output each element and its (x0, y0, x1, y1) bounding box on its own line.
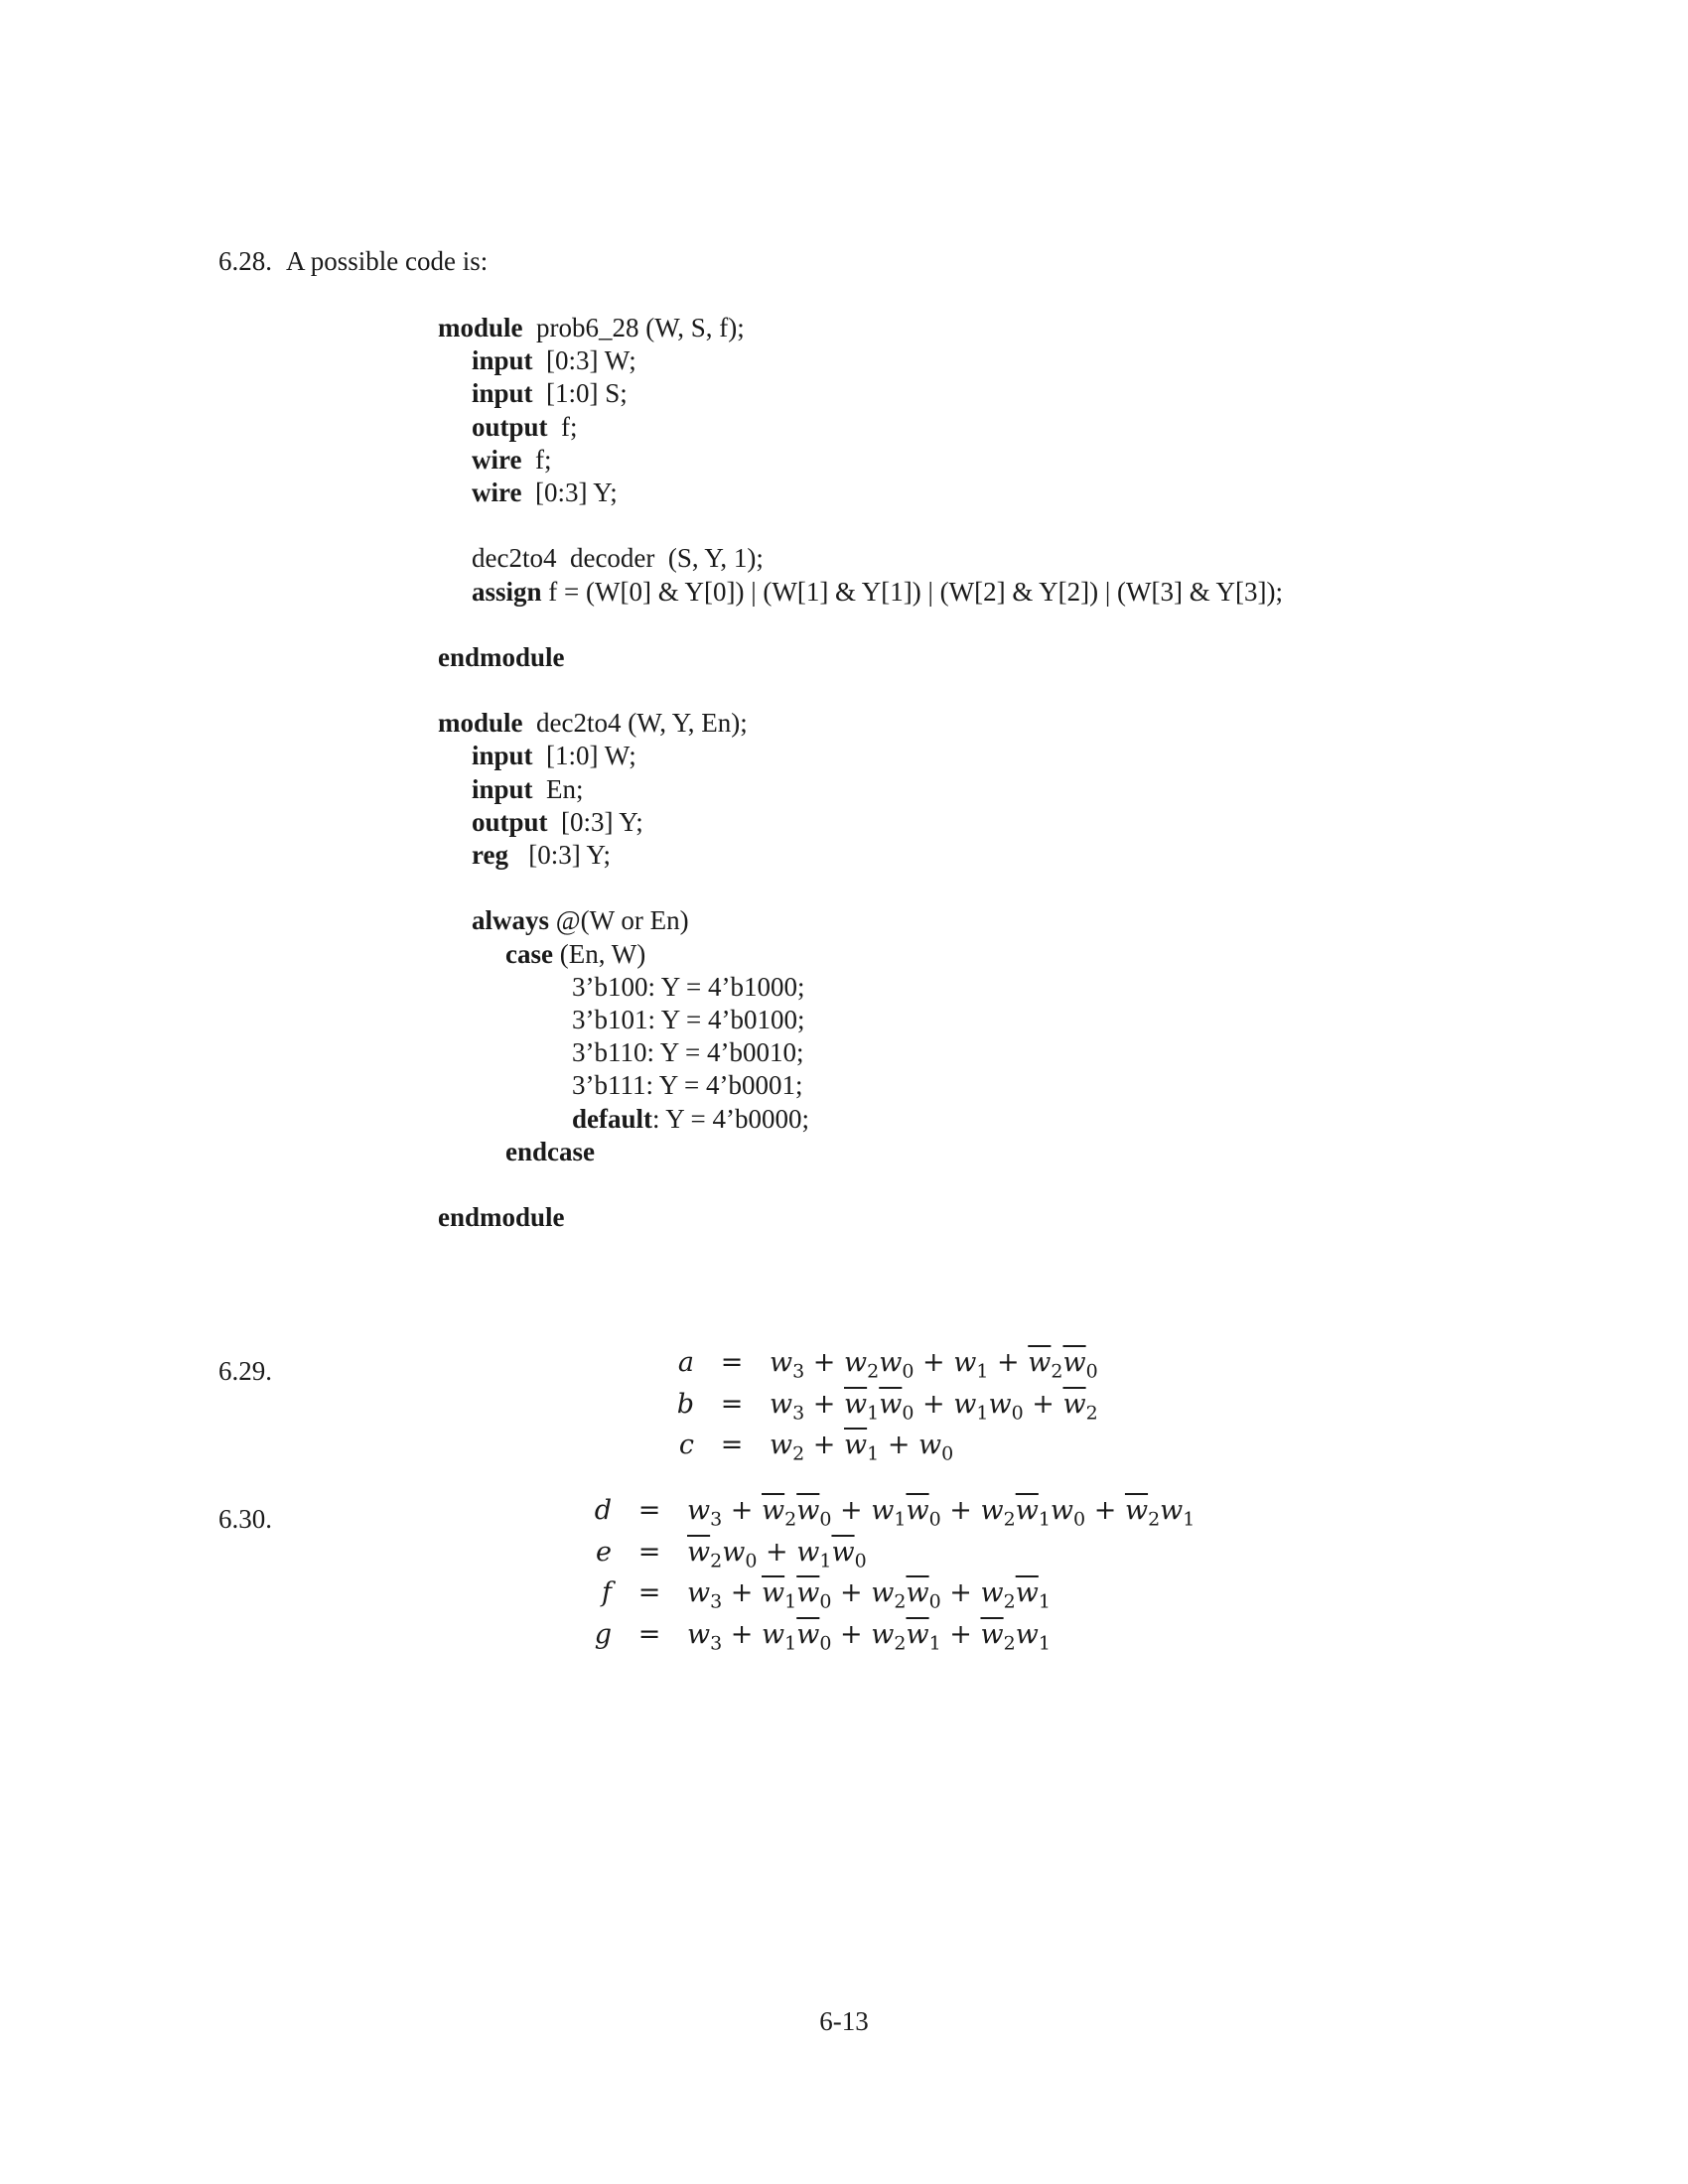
equals-sign: = (720, 1347, 744, 1378)
problem-629-number: 6.29. (218, 1356, 272, 1386)
code-line (438, 377, 1283, 410)
code-keyword: endcase (505, 1136, 595, 1166)
complemented-variable: $\overline{w}_0$ (796, 1577, 832, 1613)
plus-sign: + (940, 1495, 981, 1526)
equation-lhs: b (676, 1388, 694, 1420)
variable: $w_2$ (871, 1577, 907, 1613)
code-text: @(W or En) (549, 905, 689, 936)
plus-sign: + (722, 1618, 763, 1650)
equals-sign: = (637, 1536, 661, 1568)
variable: $w_3$ (770, 1347, 805, 1383)
code-blank-line (438, 609, 1283, 641)
complemented-variable: $\overline{w}_0$ (831, 1536, 867, 1571)
code-text: 3’b110: Y = 4’b0010; (572, 1037, 804, 1068)
plus-sign: + (831, 1618, 872, 1650)
code-line (438, 971, 1283, 1004)
complemented-variable: $\overline{w}_0$ (879, 1388, 914, 1424)
code-keyword: endmodule (438, 1202, 565, 1233)
plus-sign: + (940, 1618, 981, 1650)
equation-lhs: a (677, 1347, 694, 1378)
code-line (438, 1004, 1283, 1036)
code-keyword: assign (472, 576, 542, 607)
plus-sign: + (722, 1577, 763, 1608)
problem-628-heading (218, 244, 488, 278)
equation-row (580, 1537, 1195, 1578)
complemented-variable: $\overline{w}_2$ (1062, 1388, 1098, 1424)
equation-rhs (770, 1388, 1098, 1424)
page-number: 6-13 (819, 2006, 869, 2036)
variable: $w_1$ (953, 1347, 989, 1383)
equation-row (580, 1577, 1195, 1619)
code-line (438, 938, 1283, 971)
problem-629-equations (662, 1347, 1098, 1471)
code-text: [1:0] S; (532, 378, 628, 409)
code-text: f; (521, 444, 552, 475)
code-keyword: case (505, 938, 553, 969)
code-text: prob6_28 (W, S, f); (522, 313, 745, 342)
code-line (438, 344, 1283, 377)
code-keyword: output (472, 806, 548, 837)
plus-sign: + (879, 1430, 919, 1460)
variable: $w_1$ (796, 1536, 832, 1571)
complemented-variable: $\overline{w}_0$ (906, 1577, 941, 1613)
equation-lhs: g (594, 1618, 612, 1650)
variable: $w_1$ (953, 1388, 989, 1424)
plus-sign: + (804, 1347, 845, 1378)
code-line (438, 904, 1283, 937)
code-line (438, 641, 1283, 674)
code-text: f; (547, 411, 578, 442)
variable: $w_0$ (918, 1430, 954, 1465)
variable: $w_3$ (687, 1618, 723, 1654)
equation-row (662, 1347, 1098, 1389)
plus-sign: + (804, 1430, 845, 1460)
variable: $w_2$ (844, 1347, 880, 1383)
variable: $w_2$ (980, 1577, 1016, 1613)
plus-sign: + (988, 1347, 1029, 1378)
plus-sign: + (722, 1495, 763, 1526)
variable: $w_3$ (770, 1388, 805, 1424)
variable: $w_0$ (879, 1347, 914, 1383)
plus-sign: + (1085, 1495, 1125, 1526)
code-blank-line (438, 509, 1283, 542)
code-text: 3’b100: Y = 4’b1000; (572, 971, 805, 1002)
code-keyword: input (472, 378, 533, 409)
code-line (438, 444, 1283, 477)
equation-rhs (687, 1495, 1196, 1531)
plus-sign: + (1023, 1388, 1063, 1420)
equation-row (662, 1389, 1098, 1431)
code-line (438, 707, 1283, 740)
plus-sign: + (940, 1577, 981, 1608)
code-text: En; (532, 773, 584, 804)
equation-row (580, 1495, 1195, 1537)
code-line (438, 740, 1283, 772)
variable: $w_0$ (1050, 1495, 1086, 1531)
complemented-variable: $\overline{w}_1$ (844, 1388, 880, 1424)
variable: $w_3$ (687, 1495, 723, 1531)
code-line (438, 1069, 1283, 1102)
code-text: 3’b111: Y = 4’b0001; (572, 1070, 803, 1101)
code-text: [0:3] W; (532, 345, 636, 376)
variable: $w_2$ (871, 1618, 907, 1654)
code-line (438, 806, 1283, 839)
plus-sign: + (804, 1388, 845, 1420)
code-keyword: module (438, 313, 523, 342)
code-text: dec2to4 (W, Y, En); (522, 708, 748, 739)
code-blank-line (438, 872, 1283, 904)
problem-630-number: 6.30. (218, 1504, 272, 1534)
code-keyword: wire (472, 477, 522, 507)
variable: $w_1$ (1015, 1618, 1051, 1654)
variable: $w_0$ (988, 1388, 1024, 1424)
code-line (438, 576, 1283, 609)
complemented-variable: $\overline{w}_2$ (1028, 1347, 1063, 1383)
problem-630-equations (580, 1495, 1195, 1660)
equals-sign: = (720, 1388, 744, 1420)
complemented-variable: $\overline{w}_0$ (796, 1618, 832, 1654)
variable: $w_1$ (762, 1618, 797, 1654)
code-keyword: default (572, 1103, 652, 1134)
equation-rhs (687, 1618, 1051, 1654)
complemented-variable: $\overline{w}_1$ (762, 1577, 797, 1613)
equation-row (662, 1430, 1098, 1471)
equals-sign: = (720, 1430, 744, 1460)
complemented-variable: $\overline{w}_2$ (687, 1536, 723, 1571)
complemented-variable: $\overline{w}_0$ (1062, 1347, 1098, 1383)
equation-rhs (770, 1347, 1098, 1383)
problem-628-number: 6.28. (218, 246, 272, 276)
variable: $w_2$ (980, 1495, 1016, 1531)
code-line (438, 542, 1283, 575)
complemented-variable: $\overline{w}_0$ (796, 1495, 832, 1531)
complemented-variable: $\overline{w}_2$ (762, 1495, 797, 1531)
equation-rhs (687, 1577, 1051, 1613)
variable: $w_1$ (1160, 1495, 1196, 1531)
code-line (438, 839, 1283, 872)
code-blank-line (438, 1168, 1283, 1201)
code-keyword: endmodule (438, 641, 565, 672)
verilog-code-block (438, 312, 1283, 1234)
code-keyword: module (438, 708, 523, 739)
complemented-variable: $\overline{w}_0$ (906, 1495, 941, 1531)
equation-lhs: f (602, 1577, 612, 1608)
code-line (438, 411, 1283, 444)
complemented-variable: $\overline{w}_2$ (1124, 1495, 1161, 1531)
plus-sign: + (831, 1495, 872, 1526)
code-text: [0:3] Y; (507, 840, 611, 870)
code-keyword: reg (472, 840, 508, 870)
code-text: f = (W[0] & Y[0]) | (W[1] & Y[1]) | (W[2] & Y[2]) | (W[3] & Y[3]); (541, 576, 1283, 607)
equation-rhs (770, 1430, 954, 1465)
equation-lhs: c (678, 1430, 694, 1460)
code-text: 3’b101: Y = 4’b0100; (572, 1004, 805, 1034)
code-blank-line (438, 674, 1283, 707)
code-line (438, 773, 1283, 806)
code-text: [1:0] W; (532, 741, 636, 771)
complemented-variable: $\overline{w}_1$ (906, 1618, 941, 1654)
code-line (438, 1103, 1283, 1136)
plus-sign: + (757, 1536, 797, 1568)
plus-sign: + (914, 1347, 954, 1378)
code-line (438, 312, 1283, 344)
equation-lhs: d (594, 1495, 612, 1526)
problem-628-intro: A possible code is: (286, 246, 489, 276)
variable: $w_1$ (871, 1495, 907, 1531)
code-keyword: input (472, 773, 533, 804)
code-keyword: input (472, 741, 533, 771)
code-keyword: wire (472, 444, 522, 475)
code-line (438, 1201, 1283, 1234)
code-text: : Y = 4’b0000; (652, 1103, 809, 1134)
equals-sign: = (637, 1618, 661, 1650)
complemented-variable: $\overline{w}_1$ (1015, 1577, 1051, 1613)
variable: $w_2$ (770, 1430, 805, 1465)
plus-sign: + (914, 1388, 954, 1420)
equals-sign: = (637, 1577, 661, 1608)
plus-sign: + (831, 1577, 872, 1608)
complemented-variable: $\overline{w}_1$ (1015, 1495, 1051, 1531)
variable: $w_3$ (687, 1577, 723, 1613)
equation-lhs: e (596, 1536, 612, 1568)
complemented-variable: $\overline{w}_2$ (980, 1618, 1016, 1654)
code-line (438, 1036, 1283, 1069)
complemented-variable: $\overline{w}_1$ (844, 1430, 880, 1465)
variable: $w_0$ (722, 1536, 758, 1571)
code-keyword: input (472, 345, 533, 376)
code-text: dec2to4 decoder (S, Y, 1); (472, 543, 764, 574)
equation-row (580, 1619, 1195, 1661)
code-line (438, 477, 1283, 509)
code-keyword: output (472, 411, 548, 442)
code-keyword: always (472, 905, 550, 936)
code-line (438, 1136, 1283, 1168)
equals-sign: = (637, 1495, 661, 1526)
code-text: [0:3] Y; (547, 806, 643, 837)
equation-rhs (687, 1536, 867, 1571)
code-text: [0:3] Y; (521, 477, 618, 507)
code-text: (En, W) (552, 938, 646, 969)
